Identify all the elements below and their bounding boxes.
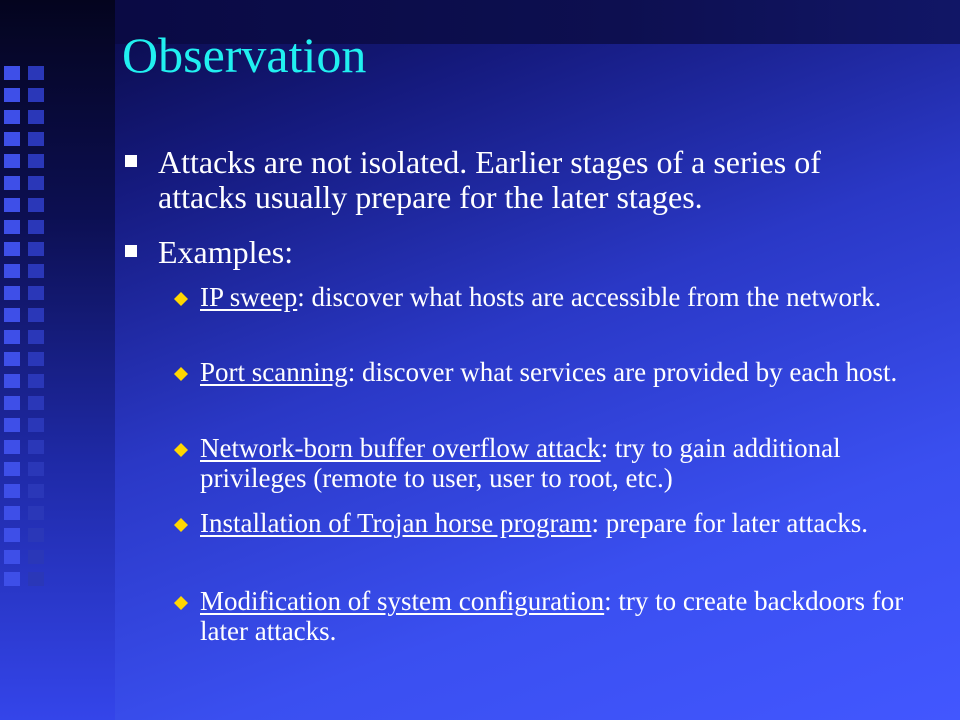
sub-bullet-description: : prepare for later attacks. — [591, 508, 869, 538]
bullet-item — [158, 235, 898, 270]
slide-title: Observation — [122, 27, 367, 83]
sub-bullet-term: IP sweep — [200, 282, 298, 312]
sub-bullet-item — [200, 434, 905, 493]
stripe-column-inner — [28, 66, 44, 586]
sub-bullet-item — [200, 358, 905, 388]
bullet-item — [158, 145, 898, 215]
bullet-text: Examples: — [158, 234, 294, 270]
square-bullet-icon — [125, 155, 137, 167]
sub-bullet-item — [200, 283, 905, 313]
sub-bullet-term: Port scanning — [200, 357, 348, 387]
sub-bullet-description: : discover what hosts are accessible from the network. — [297, 282, 882, 312]
diamond-bullet-icon — [174, 443, 188, 457]
sub-bullet-description: : discover what services are provided by each host. — [347, 357, 898, 387]
stripe-column-outer — [4, 66, 20, 586]
sub-bullet-item — [200, 509, 905, 539]
diamond-bullet-icon — [174, 518, 188, 532]
bullet-text: Attacks are not isolated. Earlier stages of a series of attacks usually prepare for the later stages. — [158, 144, 821, 216]
sub-bullet-term: Network-born buffer overflow attack — [200, 433, 601, 463]
sub-bullet-description: : try to gain additional privileges (remote to user, user to root, etc.) — [200, 433, 841, 493]
sub-bullet-term: Modification of system configuration — [200, 586, 605, 616]
left-decorative-strip — [0, 0, 115, 720]
diamond-bullet-icon — [174, 367, 188, 381]
diamond-bullet-icon — [174, 596, 188, 610]
sub-bullet-item — [200, 587, 905, 646]
sub-bullet-term: Installation of Trojan horse program — [200, 508, 592, 538]
sub-bullet-description: : try to create backdoors for later attacks. — [200, 586, 904, 646]
diamond-bullet-icon — [174, 292, 188, 306]
square-bullet-icon — [125, 245, 137, 257]
